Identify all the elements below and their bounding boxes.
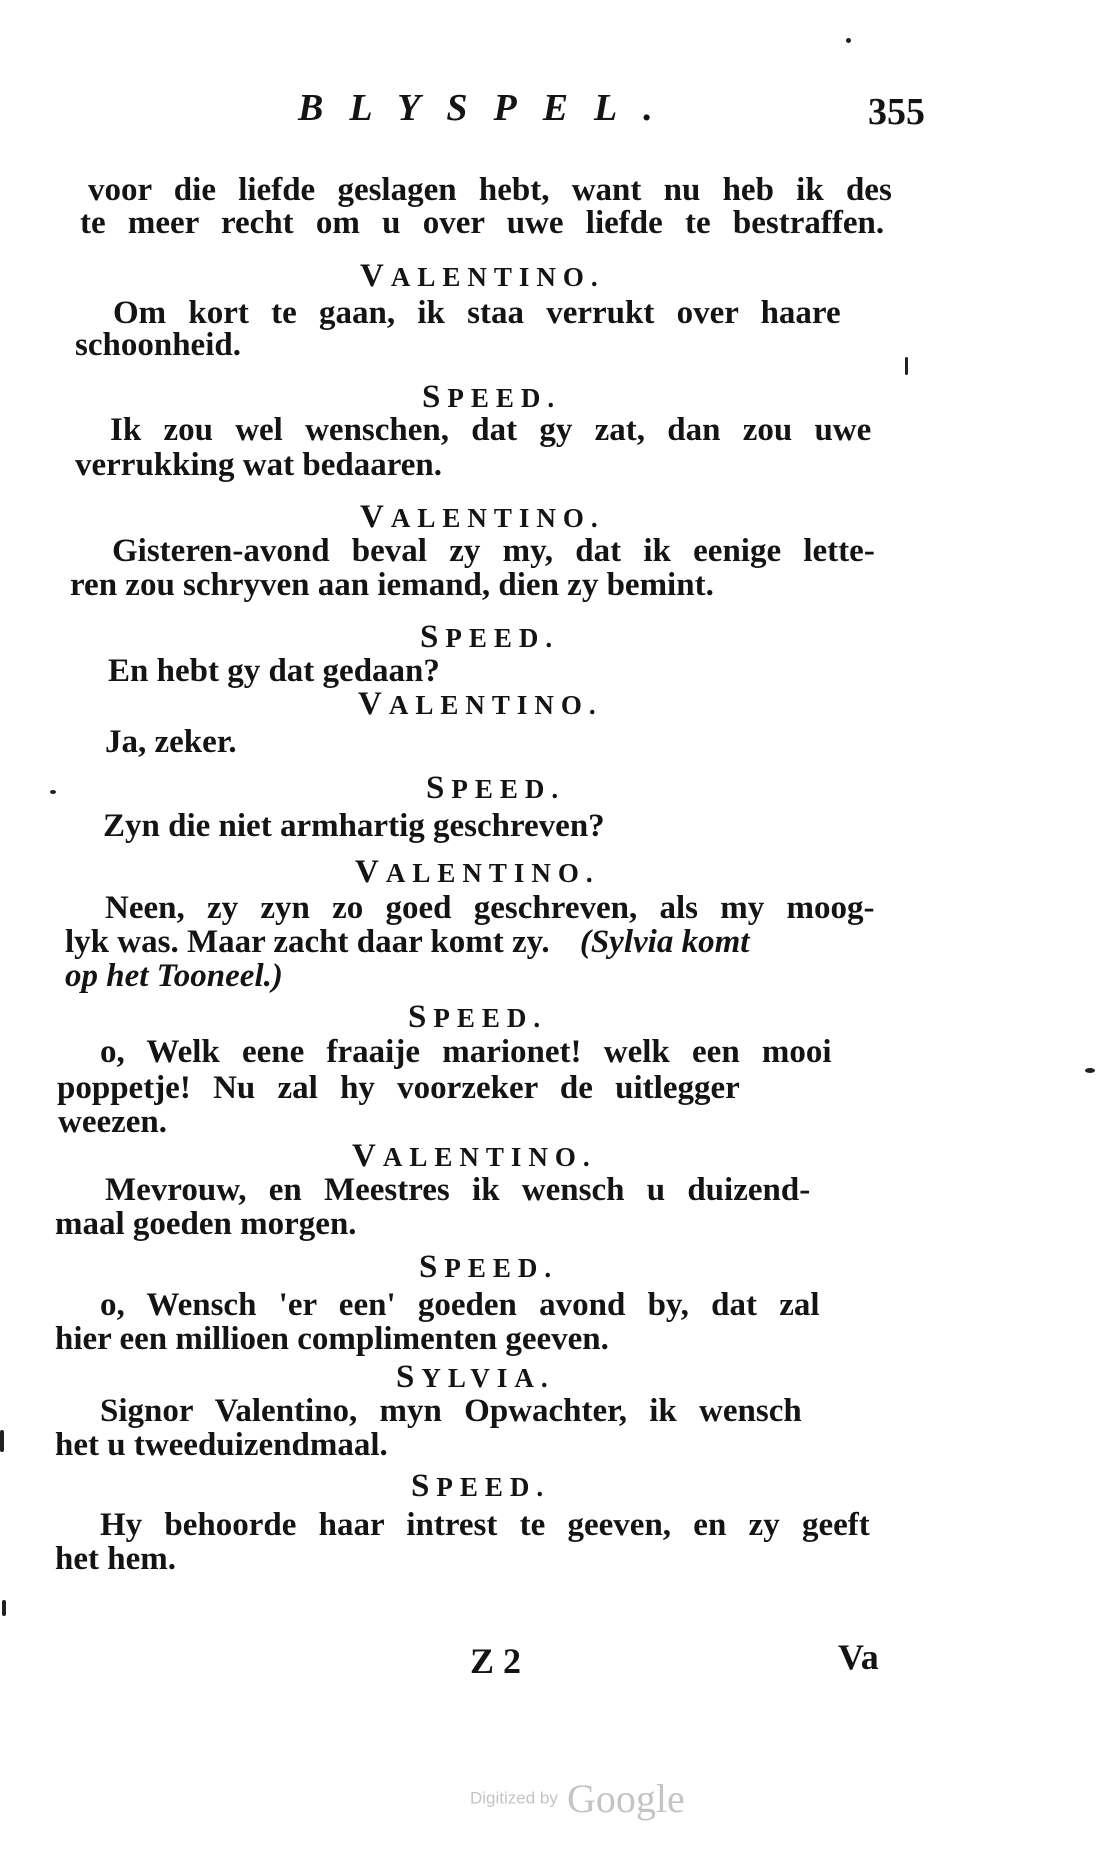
running-title: BLYSPEL. [298,87,679,129]
line-text: En hebt gy dat gedaan? [108,653,440,689]
dialogue-line [100,1393,802,1430]
speaker-name [360,499,605,536]
signature-mark: Z 2 [470,1641,522,1681]
catchword: Va [838,1637,879,1677]
dialogue-line [55,1206,357,1243]
speaker-label: VALENTINO. [360,258,605,294]
dialogue-line [103,808,605,845]
print-speck [846,38,851,43]
line-text: poppetje! Nu zal hy voorzeker de uitlegger [57,1070,740,1106]
google-logo: Google [566,1776,685,1821]
line-text: het u tweeduizendmaal. [55,1427,388,1463]
dialogue-line [58,1104,167,1141]
speaker-label: SPEED. [422,379,562,415]
speaker-label: SPEED. [419,1249,559,1285]
dialogue-line [65,924,749,961]
speaker-label: VALENTINO. [355,854,600,890]
line-text: lyk was. Maar zacht daar komt zy. [65,924,550,960]
line-text: Hy behoorde haar intrest te geeven, en zy geeft [100,1507,870,1543]
line-text: maal goeden morgen. [55,1206,357,1242]
dialogue-line [55,1541,176,1578]
dialogue-line [100,1507,870,1544]
speaker-name [419,1249,558,1286]
line-text: Neen, zy zyn zo goed geschreven, als my moog- [105,890,875,926]
speaker-name [352,1138,597,1175]
line-text: Ik zou wel wenschen, dat gy zat, dan zou uwe [110,412,872,448]
line-text: Om kort te gaan, ik staa verrukt over haare [113,295,841,331]
dialogue-line [112,533,875,570]
speaker-name [360,258,605,295]
speaker-label: SYLVIA. [396,1359,555,1395]
speaker-name [422,379,561,416]
print-speck [0,1430,4,1452]
page-header [0,86,1117,136]
dialogue-line [105,890,874,927]
dialogue-line [105,724,237,761]
dialogue-line [100,1034,832,1071]
line-text: Signor Valentino, myn Opwachter, ik wensch [100,1393,802,1429]
dialogue-line [108,653,440,690]
dialogue-line [100,1287,820,1324]
line-text: het hem. [55,1541,176,1577]
line-text: o, Wensch 'er een' goeden avond by, dat zal [100,1287,820,1323]
speaker-name [408,999,547,1036]
line-text: Mevrouw, en Meestres ik wensch u duizend- [105,1172,811,1208]
print-speck [1085,1068,1095,1073]
print-speck [2,1600,6,1616]
dialogue-line [70,567,714,604]
line-text: te meer recht om u over uwe liefde te bestraffen. [80,205,885,241]
speaker-label: VALENTINO. [360,499,605,535]
line-text: voor die liefde geslagen hebt, want nu heb ik des [88,172,892,208]
dialogue-line [105,1172,810,1209]
line-text: verrukking wat bedaaren. [75,447,442,483]
dialogue-line [75,327,241,364]
speaker-name [420,619,559,656]
page-number: 355 [868,91,925,133]
speaker-label: SPEED. [420,619,560,655]
line-text: Gisteren-avond beval zy my, dat ik eenige lette- [112,533,875,569]
speaker-name [358,686,603,723]
line-text: weezen. [58,1104,168,1140]
speaker-label: VALENTINO. [352,1138,597,1174]
watermark-prefix: Digitized by [470,1788,558,1808]
stage-direction: (Sylvia komt [571,924,750,960]
line-text: ren zou schryven aan iemand, dien zy bemint. [70,567,714,603]
speaker-name [426,770,565,807]
line-text: o, Welk eene fraaije marionet! welk een mooi [100,1034,832,1070]
line-text: Ja, zeker. [105,724,237,760]
speaker-label: SPEED. [411,1468,551,1504]
dialogue-line [57,1070,740,1107]
speaker-label: SPEED. [426,770,566,806]
dialogue-line [55,1321,609,1358]
dialogue-line [110,412,871,449]
line-text: hier een millioen complimenten geeven. [55,1321,609,1357]
dialogue-line [80,205,884,242]
speaker-label: VALENTINO. [358,686,603,722]
print-speck [50,790,56,794]
speaker-name [411,1468,550,1505]
speaker-label: SPEED. [408,999,548,1035]
dialogue-line [88,172,892,209]
line-text: op het Tooneel.) [65,958,283,994]
digitized-watermark [470,1775,685,1822]
dialogue-line [55,1427,388,1464]
speaker-name [355,854,600,891]
stage-direction [65,958,283,995]
dialogue-line [75,447,442,484]
line-text: Zyn die niet armhartig geschreven? [103,808,605,844]
speaker-name [396,1359,555,1396]
print-speck [905,357,908,375]
line-text: schoonheid. [75,327,241,363]
